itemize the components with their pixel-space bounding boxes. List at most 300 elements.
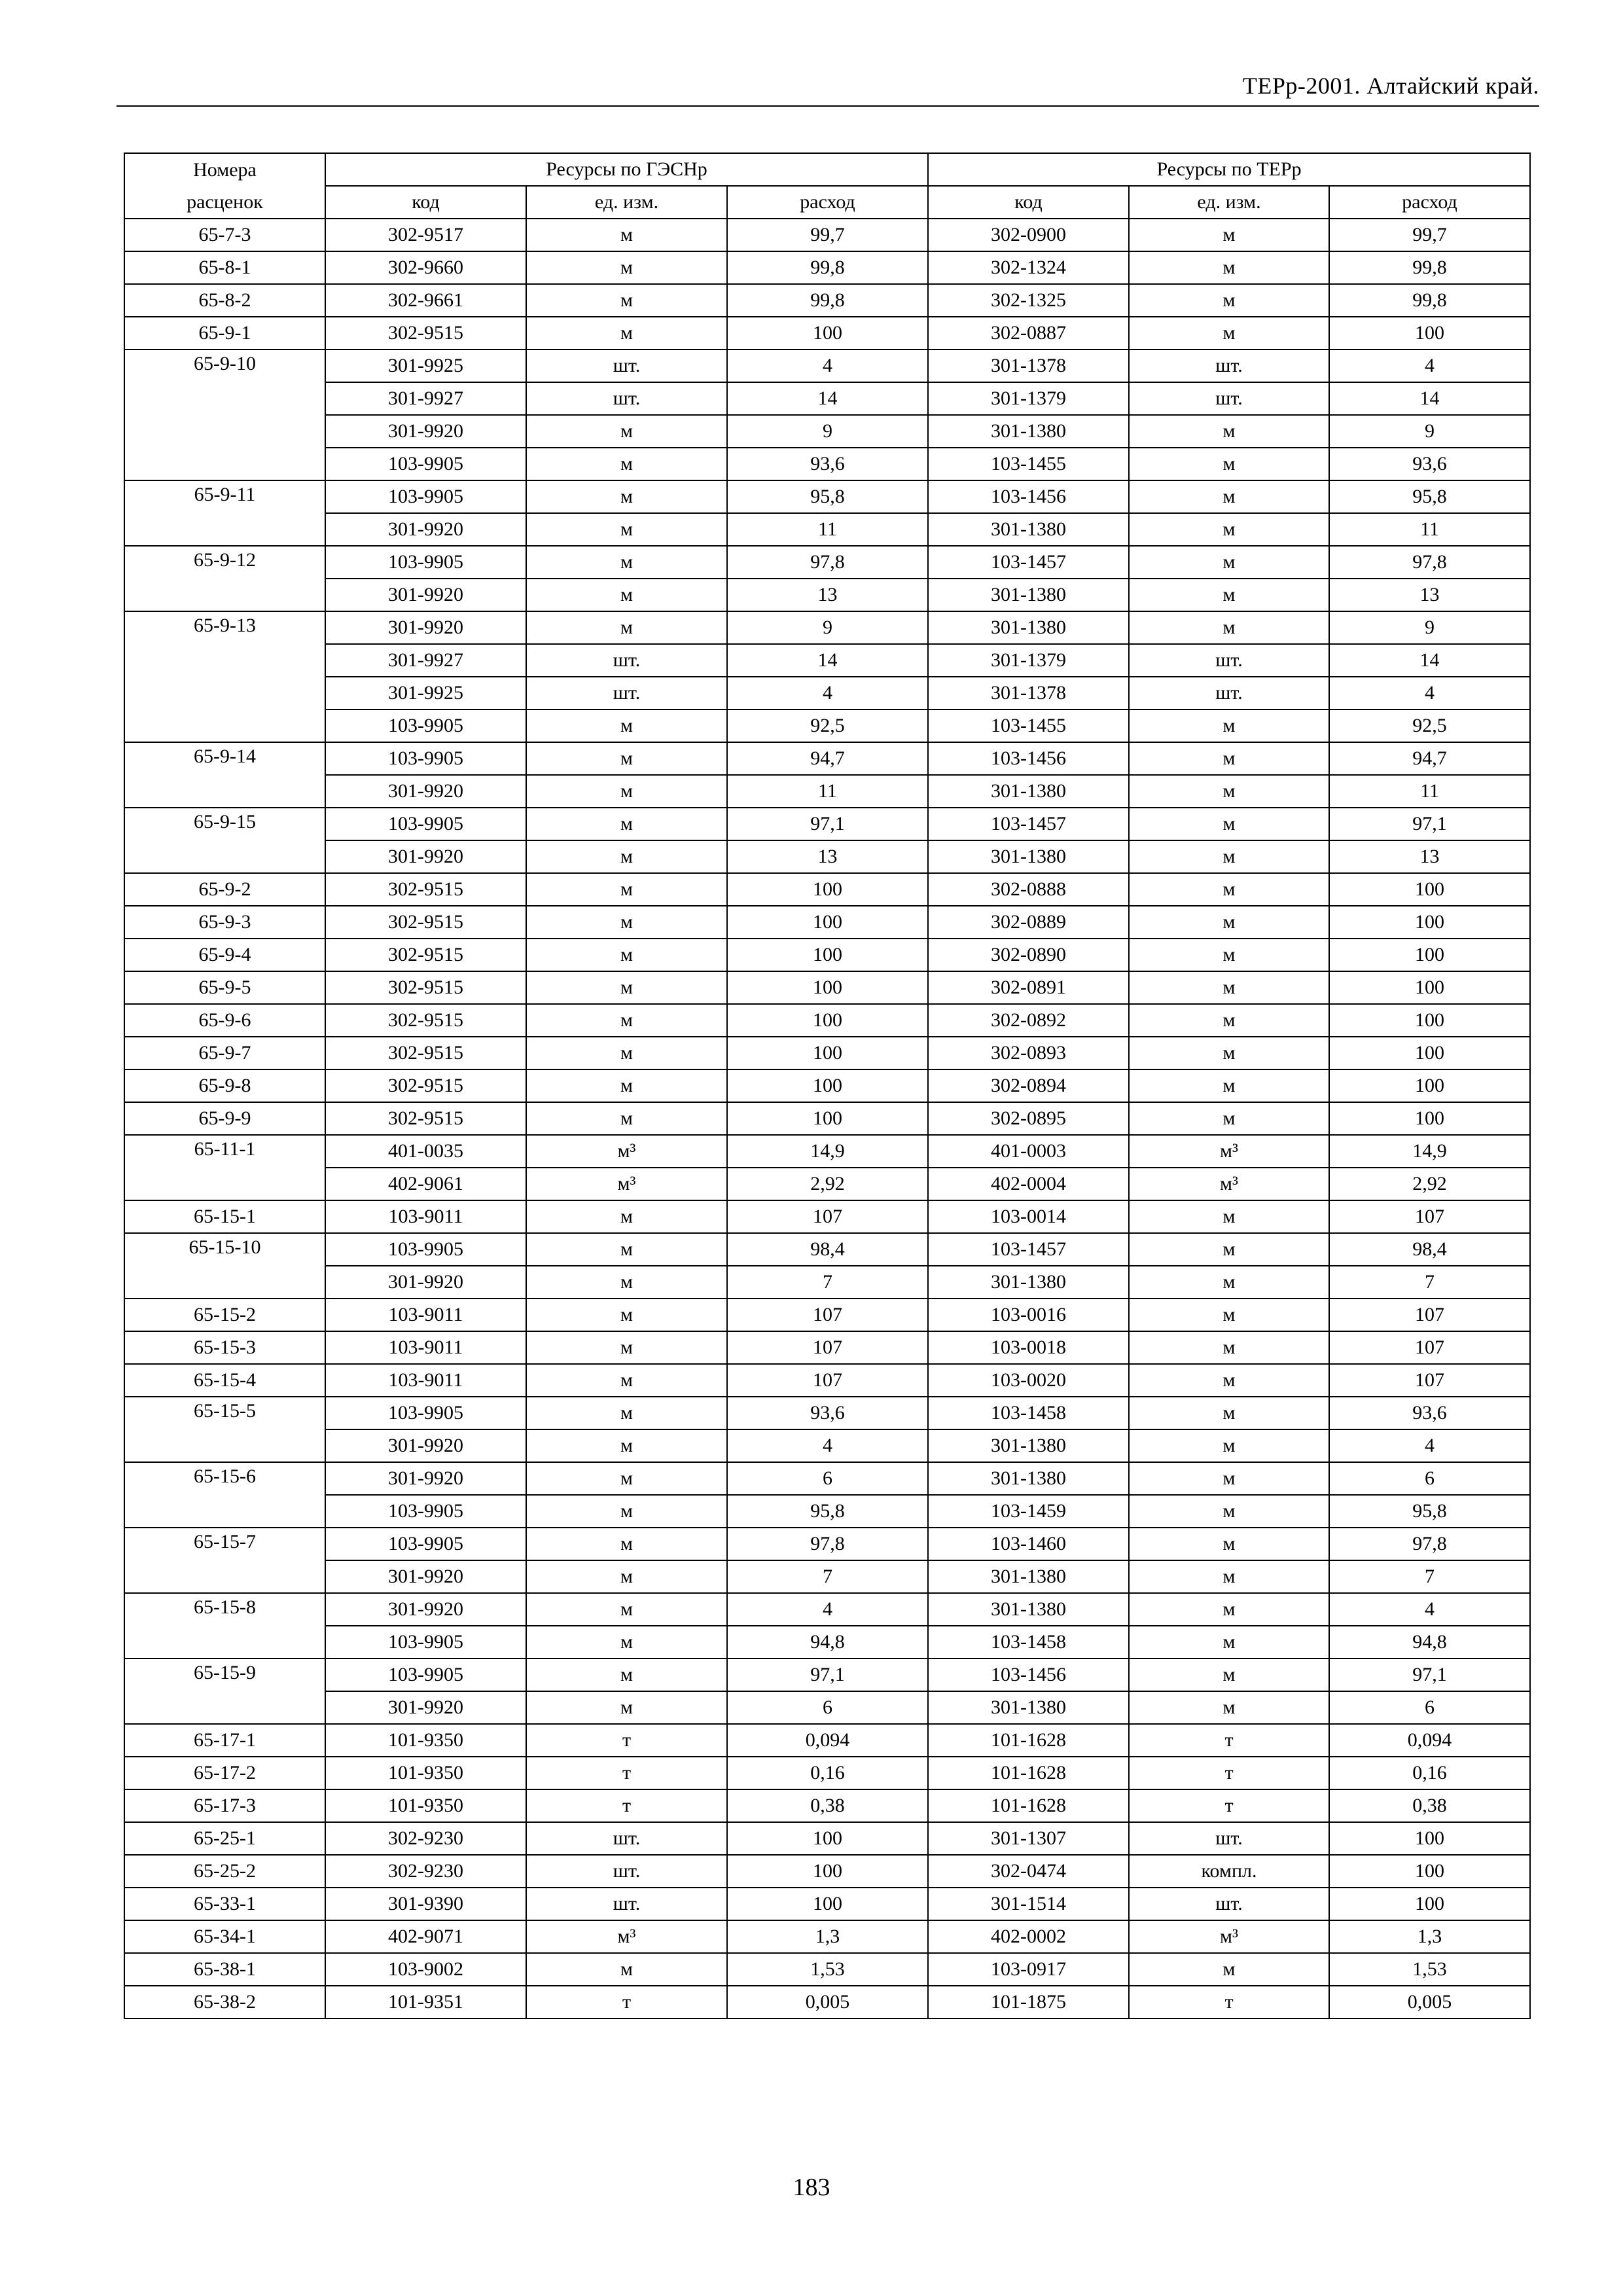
table-row — [124, 775, 1530, 808]
ter-kod-cell: 301-1380 — [928, 1266, 1129, 1299]
rate-number-cell: 65-15-10 — [124, 1233, 325, 1299]
gesn-ed-cell: м — [526, 284, 727, 317]
gesn-kod-cell: 302-9515 — [325, 971, 526, 1004]
gesn-rashod-cell: 4 — [727, 350, 928, 382]
rate-number-cell: 65-15-8 — [124, 1593, 325, 1659]
ter-ed-cell: м — [1129, 1069, 1329, 1102]
rate-number-cell: 65-15-1 — [124, 1200, 325, 1233]
gesn-ed-cell: м — [526, 251, 727, 284]
ter-ed-cell: м — [1129, 415, 1329, 448]
table-row — [124, 1135, 1530, 1168]
ter-kod-cell: 103-1455 — [928, 709, 1129, 742]
ter-ed-cell: м — [1129, 939, 1329, 971]
ter-rashod-cell: 100 — [1329, 1822, 1530, 1855]
ter-rashod-cell: 14,9 — [1329, 1135, 1530, 1168]
gesn-rashod-cell: 7 — [727, 1560, 928, 1593]
gesn-kod-cell: 301-9920 — [325, 1560, 526, 1593]
ter-ed-cell: м — [1129, 1691, 1329, 1724]
gesn-rashod-cell: 7 — [727, 1266, 928, 1299]
gesn-ed-cell: м — [526, 611, 727, 644]
ter-rashod-cell: 11 — [1329, 513, 1530, 546]
table-row — [124, 1364, 1530, 1397]
gesn-ed-cell: шт. — [526, 1855, 727, 1888]
header-gesn-rashod: расход — [727, 186, 928, 219]
gesn-rashod-cell: 100 — [727, 317, 928, 350]
gesn-rashod-cell: 99,8 — [727, 251, 928, 284]
rate-number-cell: 65-17-1 — [124, 1724, 325, 1757]
table-row — [124, 219, 1530, 251]
gesn-kod-cell: 103-9905 — [325, 1626, 526, 1659]
ter-rashod-cell: 97,8 — [1329, 546, 1530, 579]
gesn-ed-cell: м — [526, 1495, 727, 1528]
ter-rashod-cell: 99,7 — [1329, 219, 1530, 251]
ter-kod-cell: 302-0893 — [928, 1037, 1129, 1069]
table-row — [124, 1920, 1530, 1953]
ter-rashod-cell: 94,7 — [1329, 742, 1530, 775]
gesn-kod-cell: 302-9515 — [325, 317, 526, 350]
table-row — [124, 1069, 1530, 1102]
gesn-rashod-cell: 0,005 — [727, 1986, 928, 2018]
gesn-rashod-cell: 92,5 — [727, 709, 928, 742]
gesn-rashod-cell: 100 — [727, 873, 928, 906]
gesn-kod-cell: 103-9011 — [325, 1299, 526, 1331]
ter-rashod-cell: 92,5 — [1329, 709, 1530, 742]
ter-kod-cell: 301-1380 — [928, 775, 1129, 808]
ter-ed-cell: м — [1129, 1659, 1329, 1691]
ter-rashod-cell: 4 — [1329, 1593, 1530, 1626]
gesn-kod-cell: 302-9515 — [325, 939, 526, 971]
ter-rashod-cell: 1,53 — [1329, 1953, 1530, 1986]
ter-kod-cell: 103-1456 — [928, 742, 1129, 775]
header-group-ter: Ресурсы по ТЕРр — [928, 153, 1530, 186]
gesn-rashod-cell: 11 — [727, 775, 928, 808]
gesn-ed-cell: м — [526, 709, 727, 742]
rate-number-cell: 65-25-1 — [124, 1822, 325, 1855]
gesn-kod-cell: 301-9925 — [325, 677, 526, 709]
ter-ed-cell: м — [1129, 1233, 1329, 1266]
ter-rashod-cell: 99,8 — [1329, 251, 1530, 284]
gesn-ed-cell: м — [526, 317, 727, 350]
gesn-rashod-cell: 100 — [727, 1822, 928, 1855]
table-row — [124, 644, 1530, 677]
gesn-rashod-cell: 6 — [727, 1691, 928, 1724]
ter-ed-cell: м — [1129, 219, 1329, 251]
table-row — [124, 448, 1530, 480]
rate-number-cell: 65-15-6 — [124, 1462, 325, 1528]
ter-rashod-cell: 100 — [1329, 971, 1530, 1004]
gesn-rashod-cell: 9 — [727, 415, 928, 448]
rate-number-cell: 65-9-12 — [124, 546, 325, 611]
gesn-kod-cell: 103-9905 — [325, 709, 526, 742]
ter-ed-cell: м — [1129, 1462, 1329, 1495]
gesn-kod-cell: 301-9927 — [325, 382, 526, 415]
table-row — [124, 939, 1530, 971]
ter-rashod-cell: 107 — [1329, 1364, 1530, 1397]
ter-rashod-cell: 100 — [1329, 873, 1530, 906]
ter-rashod-cell: 93,6 — [1329, 1397, 1530, 1429]
rate-number-cell: 65-9-8 — [124, 1069, 325, 1102]
rate-number-cell: 65-9-13 — [124, 611, 325, 742]
gesn-rashod-cell: 100 — [727, 906, 928, 939]
table-row — [124, 971, 1530, 1004]
gesn-ed-cell: шт. — [526, 1822, 727, 1855]
gesn-kod-cell: 103-9905 — [325, 1659, 526, 1691]
gesn-rashod-cell: 95,8 — [727, 480, 928, 513]
table-row — [124, 480, 1530, 513]
ter-kod-cell: 302-0474 — [928, 1855, 1129, 1888]
gesn-rashod-cell: 107 — [727, 1331, 928, 1364]
ter-ed-cell: т — [1129, 1757, 1329, 1789]
gesn-rashod-cell: 100 — [727, 1004, 928, 1037]
ter-ed-cell: м — [1129, 1299, 1329, 1331]
ter-ed-cell: м — [1129, 251, 1329, 284]
table-row — [124, 1626, 1530, 1659]
ter-ed-cell: м — [1129, 611, 1329, 644]
ter-rashod-cell: 0,005 — [1329, 1986, 1530, 2018]
ter-kod-cell: 101-1875 — [928, 1986, 1129, 2018]
ter-rashod-cell: 1,3 — [1329, 1920, 1530, 1953]
ter-kod-cell: 301-1380 — [928, 1462, 1129, 1495]
resources-table-body — [124, 153, 1530, 2018]
gesn-kod-cell: 402-9061 — [325, 1168, 526, 1200]
gesn-rashod-cell: 9 — [727, 611, 928, 644]
ter-kod-cell: 302-1324 — [928, 251, 1129, 284]
rate-number-cell: 65-33-1 — [124, 1888, 325, 1920]
ter-ed-cell: м — [1129, 742, 1329, 775]
ter-rashod-cell: 97,1 — [1329, 1659, 1530, 1691]
table-row — [124, 1429, 1530, 1462]
gesn-rashod-cell: 100 — [727, 1855, 928, 1888]
ter-ed-cell: м — [1129, 906, 1329, 939]
gesn-kod-cell: 302-9660 — [325, 251, 526, 284]
gesn-ed-cell: м — [526, 1037, 727, 1069]
ter-rashod-cell: 100 — [1329, 906, 1530, 939]
gesn-kod-cell: 301-9920 — [325, 1593, 526, 1626]
ter-kod-cell: 302-1325 — [928, 284, 1129, 317]
ter-rashod-cell: 7 — [1329, 1266, 1530, 1299]
gesn-rashod-cell: 97,8 — [727, 546, 928, 579]
ter-ed-cell: м — [1129, 1266, 1329, 1299]
gesn-ed-cell: м — [526, 808, 727, 840]
gesn-rashod-cell: 94,7 — [727, 742, 928, 775]
rate-number-cell: 65-8-2 — [124, 284, 325, 317]
ter-rashod-cell: 4 — [1329, 677, 1530, 709]
ter-kod-cell: 103-1457 — [928, 1233, 1129, 1266]
ter-ed-cell: м — [1129, 1593, 1329, 1626]
rate-number-cell: 65-17-3 — [124, 1789, 325, 1822]
table-row — [124, 1266, 1530, 1299]
gesn-rashod-cell: 0,094 — [727, 1724, 928, 1757]
gesn-ed-cell: м — [526, 742, 727, 775]
ter-rashod-cell: 100 — [1329, 1037, 1530, 1069]
table-row — [124, 1659, 1530, 1691]
table-row — [124, 382, 1530, 415]
gesn-rashod-cell: 107 — [727, 1364, 928, 1397]
gesn-ed-cell: м — [526, 1659, 727, 1691]
gesn-kod-cell: 302-9515 — [325, 1069, 526, 1102]
ter-kod-cell: 301-1379 — [928, 644, 1129, 677]
ter-rashod-cell: 107 — [1329, 1299, 1530, 1331]
ter-kod-cell: 103-1460 — [928, 1528, 1129, 1560]
ter-kod-cell: 103-0016 — [928, 1299, 1129, 1331]
ter-rashod-cell: 2,92 — [1329, 1168, 1530, 1200]
gesn-rashod-cell: 0,16 — [727, 1757, 928, 1789]
ter-ed-cell: м — [1129, 1626, 1329, 1659]
rate-number-cell: 65-9-4 — [124, 939, 325, 971]
ter-ed-cell: м — [1129, 1004, 1329, 1037]
rate-number-cell: 65-9-1 — [124, 317, 325, 350]
gesn-kod-cell: 301-9927 — [325, 644, 526, 677]
ter-rashod-cell: 6 — [1329, 1462, 1530, 1495]
gesn-kod-cell: 302-9515 — [325, 1102, 526, 1135]
table-row — [124, 579, 1530, 611]
gesn-ed-cell: м — [526, 1429, 727, 1462]
gesn-rashod-cell: 1,53 — [727, 1953, 928, 1986]
ter-kod-cell: 101-1628 — [928, 1789, 1129, 1822]
gesn-rashod-cell: 107 — [727, 1200, 928, 1233]
gesn-ed-cell: м — [526, 415, 727, 448]
ter-ed-cell: м — [1129, 546, 1329, 579]
header-gesn-ed: ед. изм. — [526, 186, 727, 219]
ter-ed-cell: м — [1129, 840, 1329, 873]
table-row — [124, 1331, 1530, 1364]
ter-rashod-cell: 11 — [1329, 775, 1530, 808]
ter-ed-cell: т — [1129, 1789, 1329, 1822]
gesn-ed-cell: м — [526, 1266, 727, 1299]
gesn-ed-cell: шт. — [526, 382, 727, 415]
gesn-rashod-cell: 2,92 — [727, 1168, 928, 1200]
gesn-rashod-cell: 1,3 — [727, 1920, 928, 1953]
ter-kod-cell: 301-1380 — [928, 1593, 1129, 1626]
ter-kod-cell: 301-1380 — [928, 513, 1129, 546]
rate-number-cell: 65-34-1 — [124, 1920, 325, 1953]
ter-kod-cell: 103-1455 — [928, 448, 1129, 480]
ter-kod-cell: 101-1628 — [928, 1757, 1129, 1789]
table-row — [124, 677, 1530, 709]
gesn-kod-cell: 301-9920 — [325, 1691, 526, 1724]
table-row — [124, 1691, 1530, 1724]
ter-kod-cell: 101-1628 — [928, 1724, 1129, 1757]
gesn-kod-cell: 301-9920 — [325, 1266, 526, 1299]
table-row — [124, 513, 1530, 546]
gesn-rashod-cell: 100 — [727, 1069, 928, 1102]
ter-rashod-cell: 0,38 — [1329, 1789, 1530, 1822]
gesn-ed-cell: м — [526, 939, 727, 971]
table-row — [124, 1724, 1530, 1757]
table-row — [124, 1397, 1530, 1429]
ter-ed-cell: компл. — [1129, 1855, 1329, 1888]
gesn-kod-cell: 302-9517 — [325, 219, 526, 251]
ter-kod-cell: 302-0892 — [928, 1004, 1129, 1037]
ter-ed-cell: м — [1129, 1495, 1329, 1528]
gesn-rashod-cell: 4 — [727, 1593, 928, 1626]
table-row — [124, 840, 1530, 873]
gesn-kod-cell: 103-9905 — [325, 546, 526, 579]
gesn-kod-cell: 101-9350 — [325, 1724, 526, 1757]
gesn-kod-cell: 103-9905 — [325, 1397, 526, 1429]
gesn-kod-cell: 103-9011 — [325, 1364, 526, 1397]
ter-kod-cell: 302-0888 — [928, 873, 1129, 906]
table-row — [124, 1822, 1530, 1855]
gesn-rashod-cell: 100 — [727, 971, 928, 1004]
gesn-rashod-cell: 100 — [727, 939, 928, 971]
ter-kod-cell: 301-1380 — [928, 1560, 1129, 1593]
ter-ed-cell: м — [1129, 971, 1329, 1004]
ter-rashod-cell: 94,8 — [1329, 1626, 1530, 1659]
gesn-ed-cell: м — [526, 1331, 727, 1364]
gesn-ed-cell: м — [526, 1462, 727, 1495]
ter-kod-cell: 103-1457 — [928, 546, 1129, 579]
ter-ed-cell: шт. — [1129, 382, 1329, 415]
gesn-ed-cell: м — [526, 873, 727, 906]
ter-rashod-cell: 93,6 — [1329, 448, 1530, 480]
ter-kod-cell: 103-1457 — [928, 808, 1129, 840]
rate-number-cell: 65-9-11 — [124, 480, 325, 546]
ter-kod-cell: 301-1514 — [928, 1888, 1129, 1920]
ter-rashod-cell: 107 — [1329, 1331, 1530, 1364]
ter-rashod-cell: 14 — [1329, 382, 1530, 415]
rate-number-cell: 65-7-3 — [124, 219, 325, 251]
gesn-ed-cell: шт. — [526, 350, 727, 382]
gesn-rashod-cell: 14,9 — [727, 1135, 928, 1168]
gesn-ed-cell: м — [526, 1004, 727, 1037]
rate-number-cell: 65-9-3 — [124, 906, 325, 939]
table-row — [124, 251, 1530, 284]
gesn-kod-cell: 401-0035 — [325, 1135, 526, 1168]
gesn-kod-cell: 302-9515 — [325, 873, 526, 906]
ter-rashod-cell: 100 — [1329, 1888, 1530, 1920]
ter-kod-cell: 301-1380 — [928, 840, 1129, 873]
gesn-kod-cell: 103-9905 — [325, 808, 526, 840]
ter-rashod-cell: 95,8 — [1329, 480, 1530, 513]
gesn-rashod-cell: 100 — [727, 1037, 928, 1069]
ter-rashod-cell: 97,8 — [1329, 1528, 1530, 1560]
table-row — [124, 1855, 1530, 1888]
table-row — [124, 1037, 1530, 1069]
gesn-ed-cell: м — [526, 579, 727, 611]
gesn-ed-cell: шт. — [526, 1888, 727, 1920]
header-rule — [116, 105, 1539, 107]
ter-kod-cell: 103-0020 — [928, 1364, 1129, 1397]
rate-number-cell: 65-15-4 — [124, 1364, 325, 1397]
gesn-ed-cell: м — [526, 1560, 727, 1593]
gesn-ed-cell: м — [526, 1397, 727, 1429]
gesn-kod-cell: 103-9011 — [325, 1200, 526, 1233]
gesn-kod-cell: 103-9905 — [325, 1495, 526, 1528]
ter-ed-cell: м — [1129, 1331, 1329, 1364]
gesn-ed-cell: м³ — [526, 1920, 727, 1953]
table-row — [124, 1757, 1530, 1789]
table-row — [124, 611, 1530, 644]
ter-ed-cell: м — [1129, 579, 1329, 611]
rate-number-cell: 65-38-2 — [124, 1986, 325, 2018]
rate-number-cell: 65-9-10 — [124, 350, 325, 480]
rate-number-cell: 65-17-2 — [124, 1757, 325, 1789]
gesn-rashod-cell: 14 — [727, 382, 928, 415]
ter-kod-cell: 301-1379 — [928, 382, 1129, 415]
header-ter-ed: ед. изм. — [1129, 186, 1329, 219]
gesn-kod-cell: 103-9011 — [325, 1331, 526, 1364]
ter-rashod-cell: 14 — [1329, 644, 1530, 677]
gesn-kod-cell: 302-9661 — [325, 284, 526, 317]
gesn-rashod-cell: 97,1 — [727, 1659, 928, 1691]
gesn-rashod-cell: 93,6 — [727, 448, 928, 480]
gesn-kod-cell: 302-9230 — [325, 1855, 526, 1888]
ter-kod-cell: 302-0900 — [928, 219, 1129, 251]
gesn-rashod-cell: 99,8 — [727, 284, 928, 317]
gesn-ed-cell: м — [526, 906, 727, 939]
table-row — [124, 1168, 1530, 1200]
ter-kod-cell: 301-1378 — [928, 350, 1129, 382]
ter-ed-cell: м — [1129, 1528, 1329, 1560]
ter-rashod-cell: 13 — [1329, 840, 1530, 873]
gesn-kod-cell: 302-9515 — [325, 1004, 526, 1037]
table-row — [124, 415, 1530, 448]
ter-kod-cell: 402-0002 — [928, 1920, 1129, 1953]
gesn-kod-cell: 302-9515 — [325, 1037, 526, 1069]
table-row — [124, 317, 1530, 350]
gesn-ed-cell: м — [526, 971, 727, 1004]
gesn-ed-cell: шт. — [526, 677, 727, 709]
table-row — [124, 1953, 1530, 1986]
table-row — [124, 808, 1530, 840]
gesn-ed-cell: м — [526, 1528, 727, 1560]
gesn-kod-cell: 301-9920 — [325, 775, 526, 808]
ter-ed-cell: т — [1129, 1724, 1329, 1757]
ter-kod-cell: 301-1307 — [928, 1822, 1129, 1855]
ter-ed-cell: м — [1129, 1200, 1329, 1233]
gesn-ed-cell: м³ — [526, 1168, 727, 1200]
ter-ed-cell: шт. — [1129, 644, 1329, 677]
ter-kod-cell: 302-0891 — [928, 971, 1129, 1004]
ter-kod-cell: 301-1378 — [928, 677, 1129, 709]
header-rastsenok: расценок — [124, 186, 325, 219]
gesn-rashod-cell: 4 — [727, 677, 928, 709]
gesn-rashod-cell: 6 — [727, 1462, 928, 1495]
ter-rashod-cell: 9 — [1329, 611, 1530, 644]
ter-ed-cell: м — [1129, 480, 1329, 513]
ter-rashod-cell: 0,16 — [1329, 1757, 1530, 1789]
gesn-ed-cell: м — [526, 1200, 727, 1233]
gesn-rashod-cell: 100 — [727, 1888, 928, 1920]
rate-number-cell: 65-25-2 — [124, 1855, 325, 1888]
table-row — [124, 1102, 1530, 1135]
ter-kod-cell: 103-0018 — [928, 1331, 1129, 1364]
rate-number-cell: 65-15-2 — [124, 1299, 325, 1331]
ter-rashod-cell: 100 — [1329, 939, 1530, 971]
ter-kod-cell: 103-1458 — [928, 1397, 1129, 1429]
ter-ed-cell: шт. — [1129, 350, 1329, 382]
table-row — [124, 1888, 1530, 1920]
gesn-ed-cell: м — [526, 1691, 727, 1724]
ter-kod-cell: 301-1380 — [928, 579, 1129, 611]
ter-rashod-cell: 7 — [1329, 1560, 1530, 1593]
ter-ed-cell: т — [1129, 1986, 1329, 2018]
header-gesn-kod: код — [325, 186, 526, 219]
gesn-ed-cell: м — [526, 1102, 727, 1135]
gesn-rashod-cell: 14 — [727, 644, 928, 677]
gesn-ed-cell: м — [526, 1233, 727, 1266]
rate-number-cell: 65-8-1 — [124, 251, 325, 284]
rate-number-cell: 65-9-6 — [124, 1004, 325, 1037]
ter-kod-cell: 103-1456 — [928, 1659, 1129, 1691]
ter-ed-cell: м — [1129, 284, 1329, 317]
ter-kod-cell: 301-1380 — [928, 1429, 1129, 1462]
ter-kod-cell: 302-0889 — [928, 906, 1129, 939]
ter-kod-cell: 302-0894 — [928, 1069, 1129, 1102]
gesn-rashod-cell: 97,8 — [727, 1528, 928, 1560]
ter-ed-cell: м³ — [1129, 1168, 1329, 1200]
